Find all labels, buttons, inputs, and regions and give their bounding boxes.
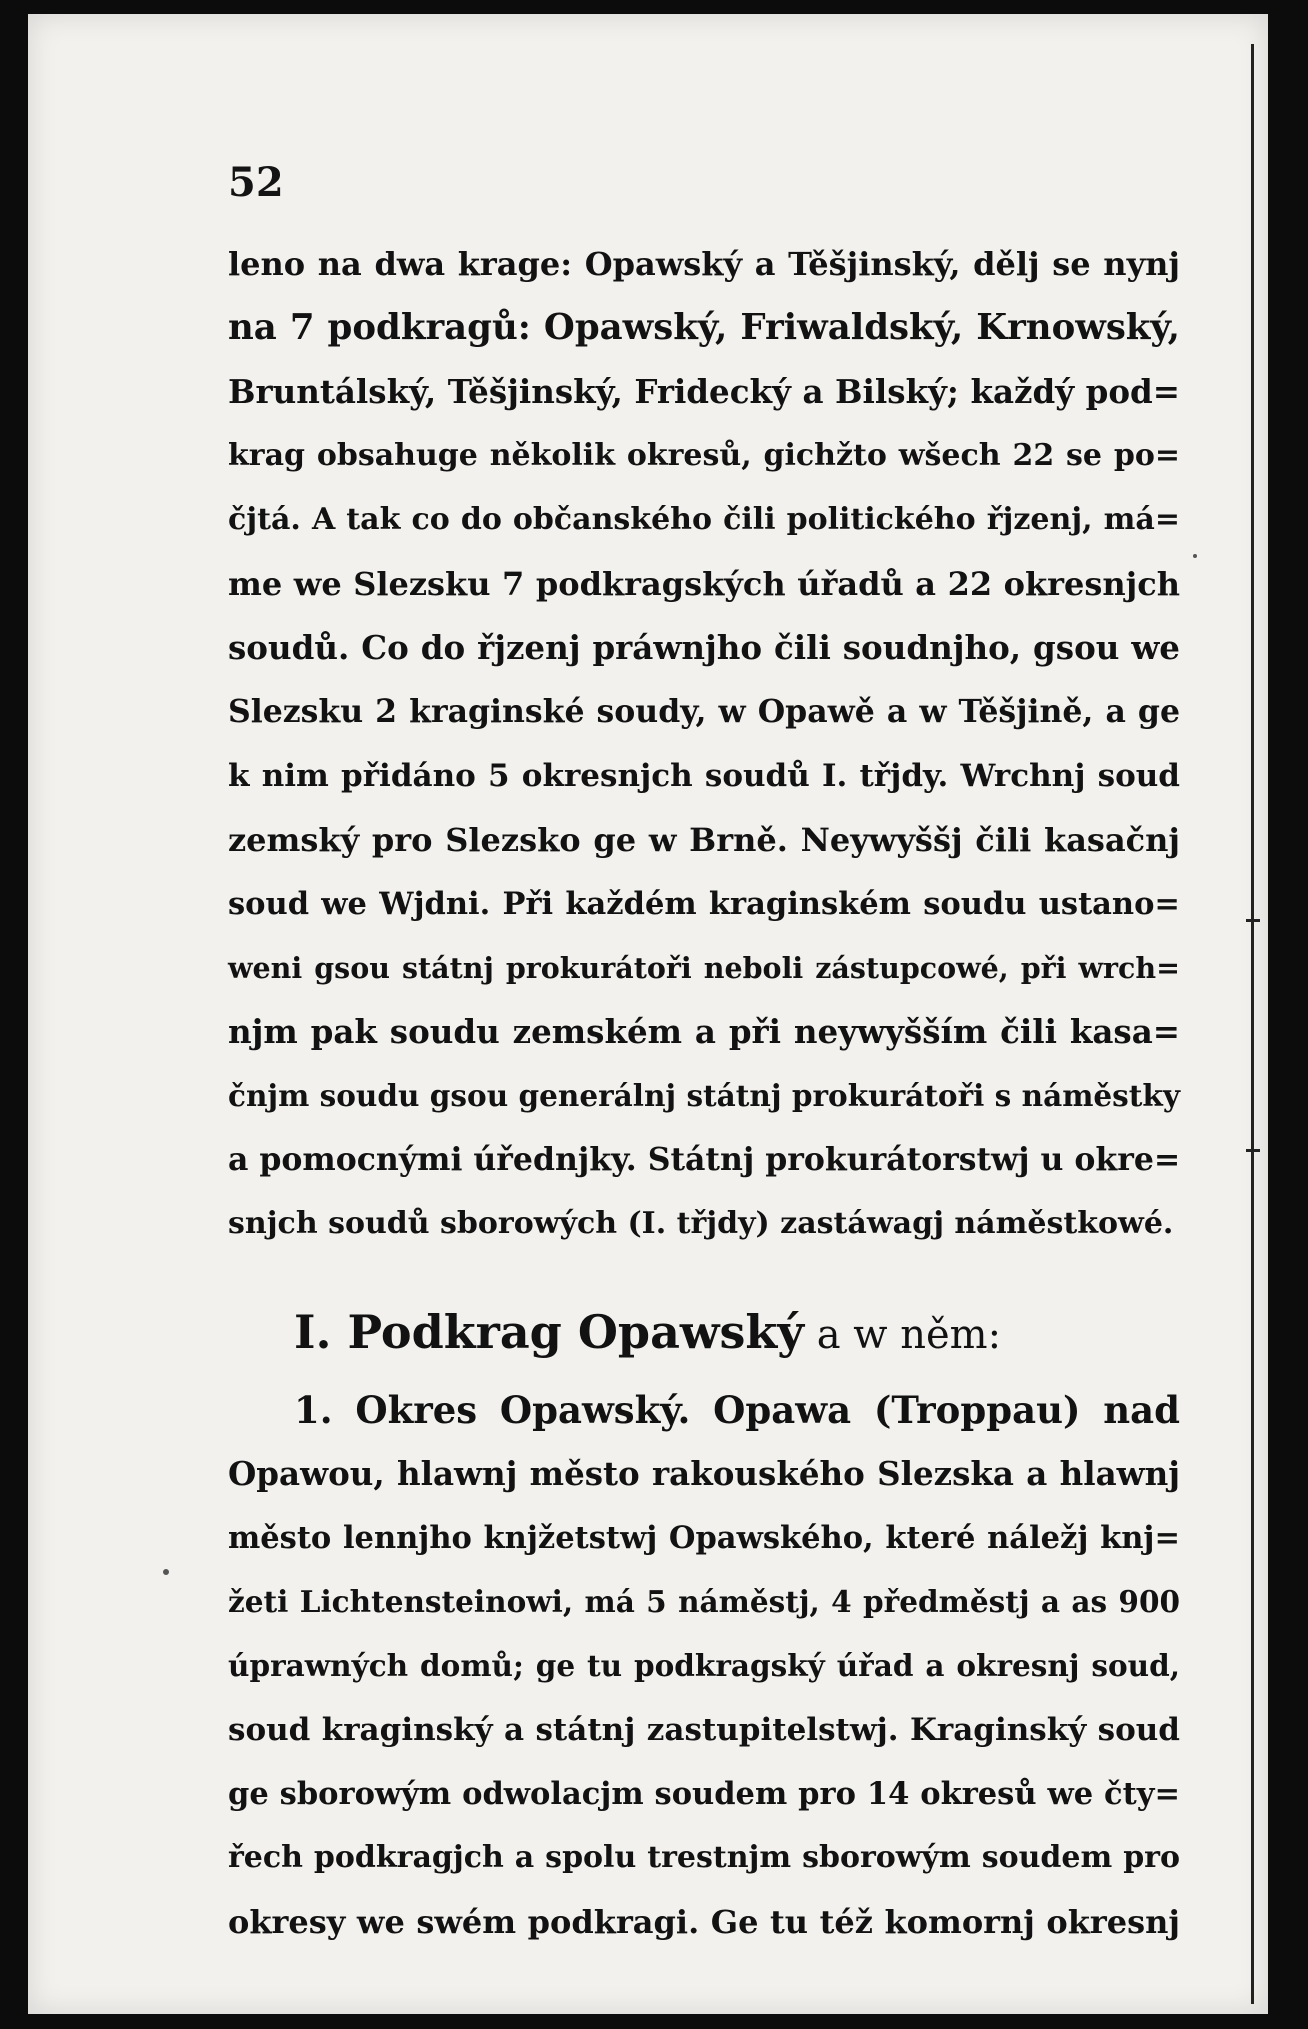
text-line: soud we Wjdni. Při každém kraginském soudu ustano=: [228, 886, 1180, 922]
text-line: řech podkragjch a spolu trestnjm sborowým soudem pro: [228, 1840, 1180, 1875]
page-edge-line: [1251, 44, 1254, 2004]
text-line: a pomocnými úřednjky. Státnj prokurátorstwj u okre=: [228, 1141, 1181, 1178]
text-line: me we Slezsku 7 podkragských úřadů a 22 okresnjch: [228, 565, 1180, 603]
text-line: leno na dwa krage: Opawský a Těšjinský, dělj se nynj: [228, 245, 1180, 283]
text-line: ge sborowým odwolacjm soudem pro 14 okresů we čty=: [228, 1776, 1180, 1812]
page-edge-mark: [1246, 919, 1260, 922]
text-line: zemský pro Slezsko ge w Brně. Neywyššj čili kasačnj: [228, 821, 1180, 859]
text-line: njm pak soudu zemském a při neywyšším čili kasa=: [228, 1012, 1180, 1051]
page-text: [228, 232, 1180, 1954]
text-line: čnjm soudu gsou generálnj státnj prokurátoři s náměstky: [228, 1078, 1180, 1113]
section-heading: [228, 1286, 1180, 1378]
text-line: Opawou, hlawnj město rakouského Slezska a hlawnj: [228, 1454, 1180, 1493]
text-line: žeti Lichtensteinowi, má 5 náměstj, 4 předměstj a as 900: [228, 1584, 1180, 1619]
text-line: úprawných domů; ge tu podkragský úřad a okresnj soud,: [228, 1648, 1180, 1683]
speck: [1193, 554, 1197, 558]
paragraph-2: [228, 1378, 1180, 1954]
text-line: 1. Okres Opawský. Opawa (Troppau) nad: [294, 1388, 1180, 1432]
text-line: weni gsou státnj prokurátoři neboli zástupcowé, při wrch=: [228, 951, 1180, 985]
text-line: čjtá. A tak co do občanského čili politického řjzenj, má=: [228, 502, 1180, 537]
text-line: soudů. Co do řjzenj práwnjho čili soudnjho, gsou we: [228, 628, 1180, 667]
paragraph-1: [228, 232, 1180, 1256]
text-line: okresy we swém podkragi. Ge tu též komornj okresnj: [228, 1903, 1180, 1941]
page-number: 52: [228, 159, 284, 206]
section-heading-suffix: a w něm:: [803, 1312, 1002, 1358]
text-line: Bruntálský, Těšjinský, Fridecký a Bilský; každý pod=: [228, 372, 1180, 411]
text-line: snjch soudů sborowých (I. třjdy) zastáwagj náměstkowé.: [228, 1206, 1174, 1241]
text-line: soud kraginský a státnj zastupitelstwj. Kraginský soud: [228, 1712, 1180, 1748]
text-line: město lennjho knjžetstwj Opawského, které náležj knj=: [228, 1520, 1180, 1556]
page-edge-mark: [1246, 1149, 1260, 1152]
text-line: k nim přidáno 5 okresnjch soudů I. třjdy. Wrchnj soud: [228, 758, 1180, 794]
speck: [163, 1569, 169, 1575]
text-line: na 7 podkragů: Opawský, Friwaldský, Krnowský,: [228, 307, 1180, 348]
text-line: krag obsahuge několik okresů, gichžto wšech 22 se po=: [228, 438, 1180, 473]
text-line: Slezsku 2 kraginské soudy, w Opawě a w Těšjině, a ge: [228, 693, 1180, 730]
section-heading-title: I. Podkrag Opawský: [294, 1305, 804, 1359]
